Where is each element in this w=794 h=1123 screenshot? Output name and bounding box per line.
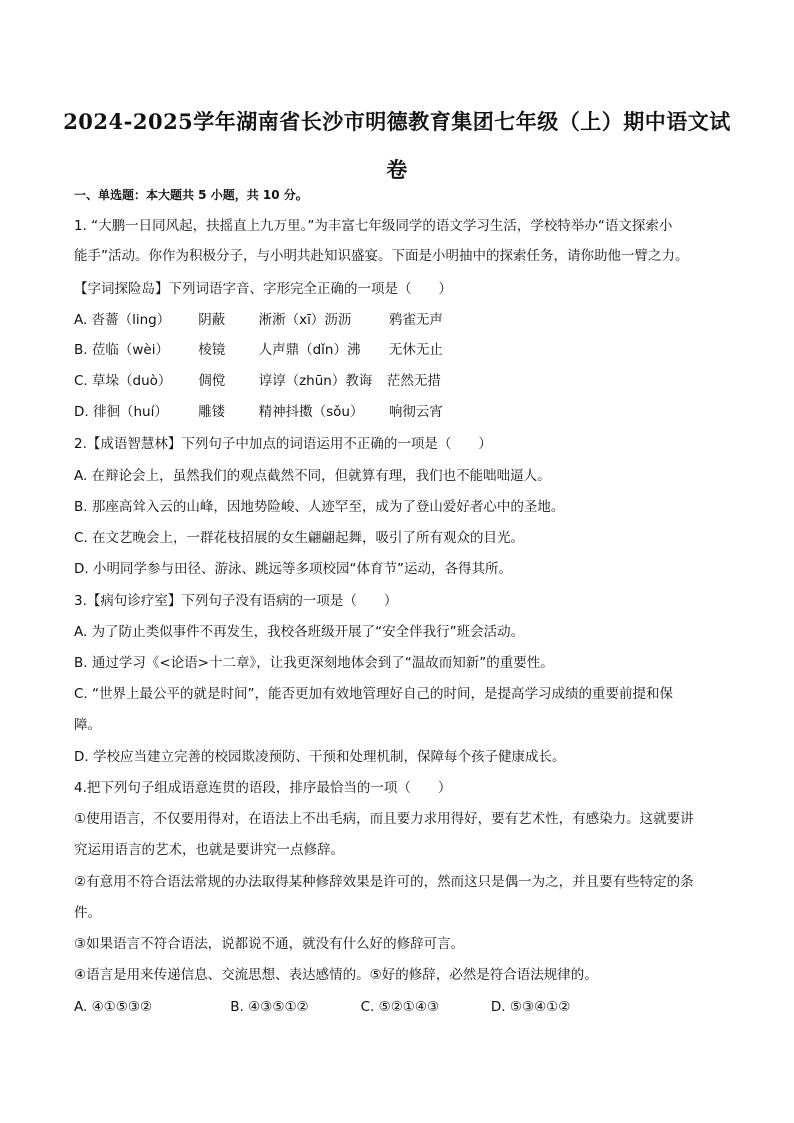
q1-stem-line-1: 1. “大鹏一日同风起，扶摇直上九万里。”为丰富七年级同学的语文学习生活，学校特举办“语文探索小 — [74, 218, 673, 234]
q4-stem: 4.把下列句子组成语意连贯的语段，排序最恰当的一项（ ） — [74, 780, 452, 796]
q1-option-d — [74, 402, 734, 422]
q2-option-b: B. 那座高耸入云的山峰，因地势险峻、人迹罕至，成为了登山爱好者心中的圣地。 — [74, 499, 565, 515]
title-line-1: 2024-2025学年湖南省长沙市明德教育集团七年级（上）期中语文试 — [63, 109, 731, 134]
q1-option-c — [74, 371, 734, 391]
section-heading: 一、单选题：本大题共 5 小题，共 10 分。 — [74, 188, 308, 202]
q4-answer-d: D. ⑤③④①② — [490, 999, 571, 1015]
q2-option-c: C. 在文艺晚会上，一群花枝招展的女生翩翩起舞，吸引了所有观众的目光。 — [74, 530, 525, 546]
q4-answers — [74, 997, 734, 1017]
q4-answer-b: B. ④③⑤①② — [230, 999, 309, 1015]
q1-option-b-word-1: B. 莅临（wèi） — [74, 342, 169, 358]
q3-option-c-line-2: 障。 — [74, 717, 101, 733]
q4-answer-a: A. ④①⑤③② — [74, 999, 153, 1015]
q3-option-a: A. 为了防止类似事件不再发生，我校各班级开展了“安全伴我行”班会活动。 — [74, 624, 525, 640]
q1-option-c-word-4: 茫然无措 — [386, 373, 441, 389]
q1-option-a-word-4: 鸦雀无声 — [388, 312, 443, 328]
q3-option-c-line-1: C. “世界上最公平的就是时间”，能否更加有效地管理好自己的时间，是提高学习成绩的重要前提和保 — [74, 686, 673, 702]
q4-sentence-1-line-2: 究运用语言的艺术，也就是要讲究一点修辞。 — [74, 842, 344, 858]
q1-option-b — [74, 340, 734, 360]
q1-option-a — [74, 310, 734, 330]
q1-option-c-word-1: C. 草垛（duò） — [74, 373, 172, 389]
q4-answer-c: C. ⑤②①④③ — [360, 999, 440, 1015]
q1-stem-line-2: 能手”活动。你作为积极分子，与小明共赴知识盛宴。下面是小明抽中的探索任务，请你助他一臂之力。 — [74, 248, 689, 264]
q1-option-d-word-3: 精神抖擞（sǒu） — [258, 404, 364, 420]
q2-stem: 2.【成语智慧林】下列句子中加点的词语运用不正确的一项是（ ） — [74, 436, 492, 452]
q4-sentence-1-line-1: ①使用语言，不仅要用得对，在语法上不出毛病，而且要力求用得好，要有艺术性，有感染力。这就要讲 — [74, 811, 694, 827]
q1-option-a-word-1: A. 沓薔（ling） — [74, 312, 171, 328]
q1-stem-line-3: 【字词探险岛】下列词语字音、字形完全正确的一项是（ ） — [74, 281, 452, 297]
title-line-2: 卷 — [386, 157, 408, 182]
q1-option-b-word-2: 棱镜 — [198, 342, 226, 358]
q2-option-a: A. 在辩论会上，虽然我们的观点截然不同，但就算有理，我们也不能咄咄逼人。 — [74, 468, 551, 484]
q2-option-d: D. 小明同学参与田径、游泳、跳远等多项校园“体育节”运动，各得其所。 — [74, 561, 512, 577]
exam-title — [60, 98, 734, 194]
q1-option-a-word-2: 阴蔽 — [198, 312, 226, 328]
q1-option-a-word-3: 淅淅（xī）沥沥 — [258, 312, 352, 328]
q4-sentence-4-5: ④语言是用来传递信息、交流思想、表达感情的。⑤好的修辞，必然是符合语法规律的。 — [74, 967, 598, 983]
q4-sentence-2-line-1: ②有意用不符合语法常规的办法取得某种修辞效果是许可的，然而这只是偶一为之，并且要有些特定的条 — [74, 874, 694, 890]
q3-option-b: B. 通过学习《<论语>十二章》，让我更深刻地体会到了“温故而知新”的重要性。 — [74, 655, 554, 671]
q1-option-c-word-3: 谆谆（zhūn）教诲 — [258, 373, 373, 389]
q1-option-d-word-1: D. 徘徊（huí） — [74, 404, 168, 420]
q1-option-b-word-3: 人声鼎（dǐn）沸 — [258, 342, 361, 358]
q1-option-d-word-4: 响彻云宵 — [388, 404, 443, 420]
q3-option-d: D. 学校应当建立完善的校园欺凌预防、干预和处理机制，保障每个孩子健康成长。 — [74, 749, 566, 765]
q1-option-b-word-4: 无休无止 — [388, 342, 443, 358]
q1-option-c-word-2: 倜傥 — [198, 373, 226, 389]
q4-sentence-2-line-2: 件。 — [74, 905, 101, 921]
q4-sentence-3: ③如果语言不符合语法，说都说不通，就没有什么好的修辞可言。 — [74, 936, 465, 952]
q3-stem: 3.【病句诊疗室】下列句子没有语病的一项是（ ） — [74, 593, 398, 609]
q1-option-d-word-2: 雕镂 — [198, 404, 226, 420]
